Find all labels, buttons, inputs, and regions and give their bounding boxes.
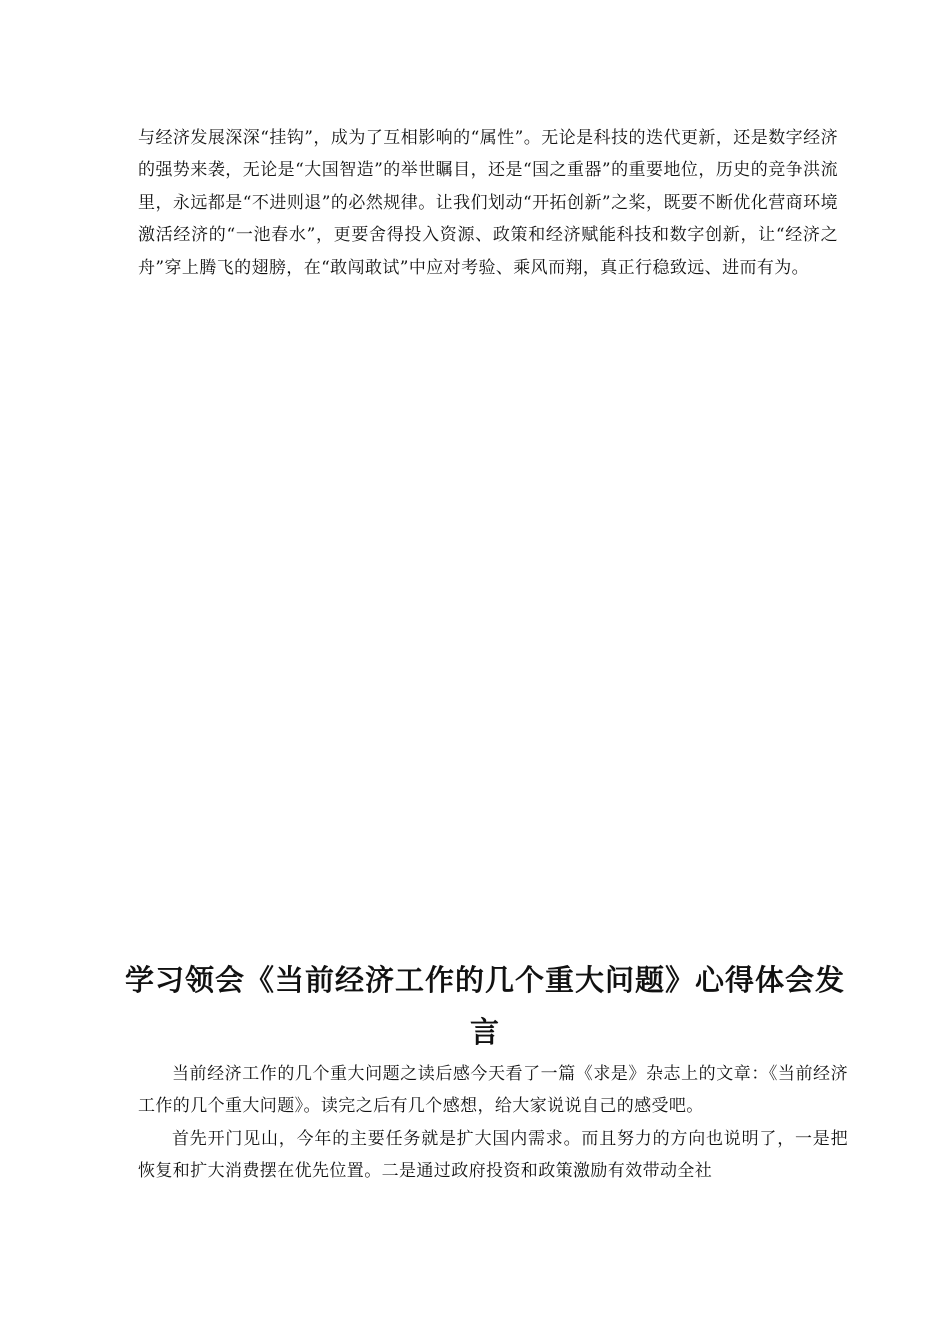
continued-paragraph: 与经济发展深深“挂钩”，成为了互相影响的“属性”。无论是科技的迭代更新，还是数字经济的强势来袭，无论是“大国智造”的举世瞩目，还是“国之重器”的重要地位，历史的竞争洪流里，永远都是“不进则退”的必然规律。让我们划动“开拓创新”之桨，既要不断优化营商环境激活经济的“一池春水”，更要舍得投入资源、政策和经济赋能科技和数字创新，让“经济之舟”穿上腾飞的翅膀，在“敢闯敢试”中应对考验、乘风而翔，真正行稳致远、进而有为。 — [138, 128, 838, 278]
article-title: 学习领会《当前经济工作的几个重大问题》心得体会发言 — [124, 963, 845, 1049]
article-paragraph-1: 当前经济工作的几个重大问题之读后感今天看了一篇《求是》杂志上的文章：《当前经济工作的几个重大问题》。读完之后有几个感想，给大家说说自己的感受吧。 — [138, 1064, 848, 1117]
article-paragraph-2: 首先开门见山，今年的主要任务就是扩大国内需求。而且努力的方向也说明了，一是把恢复和扩大消费摆在优先位置。二是通过政府投资和政策激励有效带动全社 — [138, 1128, 848, 1182]
article-body — [138, 1058, 848, 1188]
